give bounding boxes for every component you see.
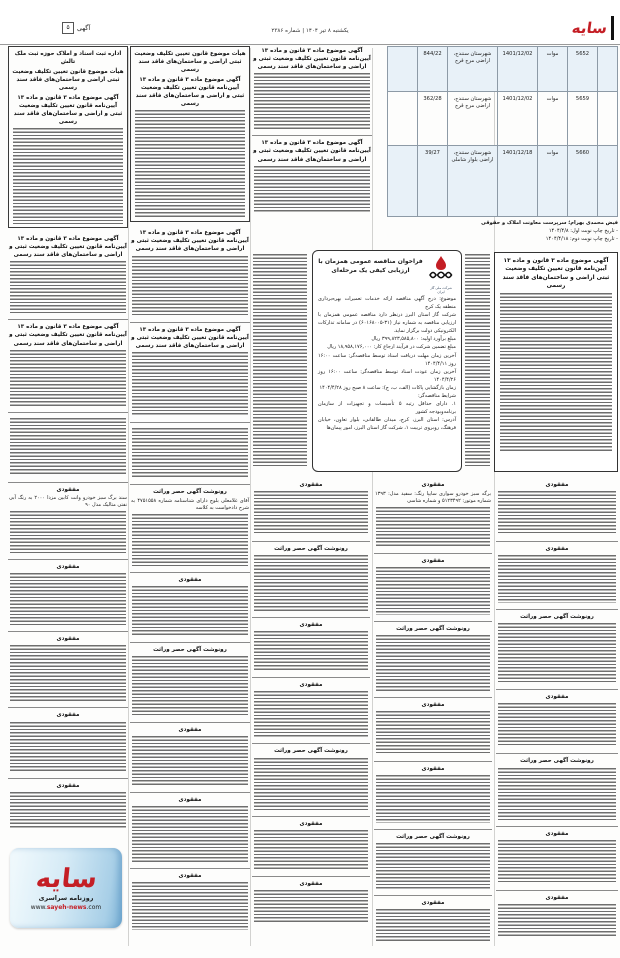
notice-block bbox=[130, 642, 250, 719]
body-text-greeked bbox=[376, 711, 490, 755]
body-text-greeked bbox=[498, 840, 616, 884]
body-text-greeked bbox=[10, 261, 126, 313]
cell-location: شهرستان سنندج، اراضی بلوار شاملی bbox=[448, 146, 498, 217]
notice-block bbox=[496, 890, 618, 941]
body-text-greeked bbox=[254, 890, 368, 924]
body-text-greeked bbox=[253, 254, 307, 468]
body-text-greeked bbox=[10, 511, 126, 553]
notice-heading: مفقودی bbox=[56, 782, 80, 789]
body-text-greeked bbox=[498, 904, 616, 938]
cell-serial: 5659 bbox=[568, 92, 598, 146]
table-signatory: فیض محمدی بهرام؛ سرپرست معاونت املاک و حقوقی bbox=[481, 220, 618, 226]
notice-block bbox=[130, 484, 250, 569]
notice-heading: آگهی موضوع ماده ۳ قانون و ماده ۱۳ آیین‌نامه قانون تعیین تکلیف وضعیت ثبتی و اراضی و ساختمان‌های فاقد سند رسمی bbox=[253, 48, 371, 71]
body-text-greeked bbox=[10, 418, 126, 476]
notice-heading: رونوشت آگهی حصر وراثت bbox=[153, 488, 227, 495]
notice-block bbox=[374, 480, 492, 550]
notice-block bbox=[252, 617, 370, 674]
notice-block bbox=[252, 677, 370, 740]
notice-block bbox=[374, 829, 492, 892]
gas-tender-notice-box bbox=[312, 250, 462, 472]
logo-tagline: روزنامه سراسری bbox=[38, 893, 94, 902]
notice-heading: مفقودی bbox=[545, 694, 569, 701]
notice-heading: مفقودی bbox=[421, 482, 445, 488]
notice-heading: مفقودی bbox=[299, 820, 323, 827]
notice-heading: آگهی موضوع ماده ۳ قانون و ماده ۱۳ آیین‌نامه قانون تعیین تکلیف وضعیت ثبتی و اراضی و ساختمان‌های فاقد سند رسمی bbox=[9, 324, 127, 347]
column-5-lower bbox=[496, 480, 618, 950]
notice-heading: مفقودی bbox=[178, 576, 202, 583]
notice-heading: مفقودی bbox=[299, 682, 323, 689]
notice-block bbox=[8, 319, 128, 408]
notice-block bbox=[374, 621, 492, 694]
notice-heading: آگهی موضوع ماده ۳ قانون و ماده ۱۳ آیین‌نامه قانون تعیین تکلیف وضعیت ثبتی و اراضی و ساختمان‌های فاقد سند رسمی bbox=[135, 76, 245, 108]
cell-date: 1401/12/02 bbox=[498, 47, 538, 92]
body-text-greeked bbox=[254, 555, 368, 611]
body-text-greeked bbox=[10, 792, 126, 828]
sayeh-logo-text: سایه bbox=[33, 863, 99, 894]
notice-heading: رونوشت آگهی حصر وراثت bbox=[520, 758, 594, 765]
notice-block bbox=[374, 553, 492, 618]
column-4-lower bbox=[374, 480, 492, 950]
cell-serial: 5652 bbox=[568, 47, 598, 92]
body-text-greeked bbox=[132, 586, 248, 636]
right-legal-notice-box bbox=[494, 252, 618, 472]
notice-block bbox=[8, 482, 128, 557]
cell-date: 1401/12/02 bbox=[498, 92, 538, 146]
table-caption bbox=[388, 220, 618, 244]
body-text-greeked bbox=[376, 843, 490, 889]
tender-title-line2: ارزیابی کیفی یک مرحله‌ای bbox=[331, 267, 410, 274]
notice-heading: رونوشت آگهی حصر وراثت bbox=[396, 834, 470, 841]
body-text-greeked bbox=[376, 635, 490, 691]
body-text-greeked bbox=[498, 623, 616, 683]
notice-heading: مفقودی bbox=[56, 712, 80, 719]
second-print-date: - تاریخ چاپ نوبت دوم: ۱۴۰۴/۴/۱۸ bbox=[545, 235, 618, 242]
cell-area: 844/22 bbox=[418, 47, 448, 92]
cell-area: 362/28 bbox=[418, 92, 448, 146]
notice-heading: مفقودی bbox=[545, 830, 569, 837]
notice-heading: هیأت موضوع قانون تعیین تکلیف وضعیت ثبتی اراضی و ساختمان‌های فاقد سند رسمی bbox=[12, 68, 124, 91]
notice-heading: مفقودی bbox=[178, 872, 202, 879]
cell-status: موات bbox=[538, 146, 568, 217]
cell-empty bbox=[388, 47, 418, 92]
notice-block bbox=[252, 816, 370, 873]
notice-lead-text: برگه سبز خودرو سواری سایپا رنگ: سفید مدل: ۱۳۹۳ شماره موتور: ۵۱۲۳۴۹۲ و شماره شاسی bbox=[375, 490, 491, 504]
masthead-logo-text: سایه bbox=[571, 19, 609, 37]
newspaper-website: www.sayeh-news.com bbox=[30, 903, 102, 911]
notice-heading: مفقودی bbox=[545, 546, 569, 553]
notice-heading: مفقودی bbox=[56, 564, 80, 571]
table-row bbox=[388, 146, 618, 217]
notice-heading: آگهی موضوع ماده ۳ قانون و ماده ۱۳ آیین‌نامه قانون تعیین تکلیف وضعیت ثبتی و اراضی و ساختمان‌های فاقد سند رسمی bbox=[131, 230, 249, 253]
tender-line: ۱. دارای حداقل رتبه ۵ تأسیسات و تجهیزات از سازمان برنامه‌وبودجه کشور bbox=[318, 401, 456, 416]
tender-line: مبلغ تضمین شرکت در فرآیند ارجاع کار: ۱۸,۹۵۸,۱۷۶,۰۰۰ ریال bbox=[327, 344, 456, 351]
notice-block bbox=[374, 761, 492, 826]
notice-block bbox=[252, 541, 370, 614]
body-text-greeked bbox=[254, 830, 368, 870]
tender-line: موضوع: درج آگهی مناقصه ارائه خدمات تعمیرات بهره‌برداری منطقه یک کرج bbox=[318, 295, 456, 310]
body-text-greeked bbox=[13, 128, 123, 224]
tender-line: آخرین زمان مهلت دریافت اسناد توسط مناقصه‌گر: ساعت ۱۶:۰۰ روز ۱۴۰۴/۴/۱۱ bbox=[318, 352, 456, 367]
page-header bbox=[0, 0, 620, 45]
notice-block bbox=[496, 480, 618, 538]
notice-heading: آگهی موضوع ماده ۳ قانون و ماده ۱۳ آیین‌نامه قانون تعیین تکلیف وضعیت ثبتی و اراضی و ساختمان‌های فاقد سند رسمی bbox=[9, 235, 127, 259]
column-3-continuation-text bbox=[252, 252, 308, 472]
nigc-logo-wrap bbox=[426, 255, 456, 295]
notice-heading: هیأت موضوع قانون تعیین تکلیف وضعیت ثبتی اراضی و ساختمان‌های فاقد سند رسمی bbox=[134, 51, 246, 74]
notice-block bbox=[496, 541, 618, 606]
mid-continuation-text bbox=[464, 252, 491, 472]
column-1 bbox=[8, 46, 128, 846]
notice-block bbox=[130, 422, 250, 481]
body-text-greeked bbox=[254, 166, 370, 212]
notice-block bbox=[252, 743, 370, 812]
cell-area: 39/27 bbox=[418, 146, 448, 217]
notice-heading: مفقودی bbox=[178, 726, 202, 733]
body-text-greeked bbox=[132, 736, 248, 786]
notice-block bbox=[496, 826, 618, 887]
column-2 bbox=[130, 46, 250, 950]
notice-lead-text: سند برگ سبز خودرو وانت کابین مزدا ۲۰۰۰ به رنگ آبی نفتی متالیک مدل ۹۰ bbox=[9, 495, 127, 509]
notice-block bbox=[496, 753, 618, 822]
first-print-date: - تاریخ چاپ نوبت اول: ۱۴۰۴/۴/۸ bbox=[548, 227, 618, 234]
moat-land-table bbox=[387, 46, 618, 217]
notice-heading: مفقودی bbox=[421, 557, 445, 564]
body-text-greeked bbox=[498, 703, 616, 747]
body-text-greeked bbox=[10, 350, 126, 406]
tender-line: آخرین زمان عودت اسناد توسط مناقصه‌گر: ساعت ۱۶:۰۰ روز ۱۴۰۴/۴/۲۶ bbox=[318, 368, 456, 383]
notice-block bbox=[130, 322, 250, 419]
notice-heading: آگهی موضوع ماده ۳ قانون و ماده ۱۳ آیین‌نامه قانون تعیین تکلیف وضعیت ثبتی و اراضی و ساختمان‌های فاقد سند رسمی bbox=[253, 140, 371, 163]
notice-heading: آگهی موضوع ماده ۳ قانون و ماده ۱۳ آیین‌نامه قانون تعیین تکلیف وضعیت ثبتی و اراضی و ساختمان‌های فاقد سند رسمی bbox=[13, 94, 123, 125]
table-row bbox=[388, 92, 618, 146]
notice-block bbox=[8, 412, 128, 479]
body-text-greeked bbox=[498, 768, 616, 820]
body-text-greeked bbox=[500, 293, 612, 451]
notice-block bbox=[8, 232, 128, 316]
notice-heading: رونوشت آگهی حصر وراثت bbox=[274, 748, 348, 755]
cell-date: 1401/12/18 bbox=[498, 146, 538, 217]
body-text-greeked bbox=[254, 631, 368, 671]
body-text-greeked bbox=[10, 645, 126, 701]
tender-line: شرکت گاز استان البرز درنظر دارد مناقصه عمومی همزمان با ارزیابی مناقصه به شماره نیاز (۳۱-۶۰۱۶۸۰۰۵) در سامانه تدارکات الکترونیکی دولت برگزار نماید. bbox=[318, 312, 456, 335]
notice-heading: مفقودی bbox=[421, 765, 445, 772]
tender-line: آدرس: استان البرز، کرج، میدان طالقانی، بلوار تعاون، خیابان فرهنگ، روبروی تربیت ۱، شرکت گاز استان البرز، امور پیمان‌ها bbox=[318, 417, 456, 432]
tender-line: مبلغ برآورد اولیه: ۳۹۹,۸۲۳,۵۸۵,۸۰۰ ریال bbox=[371, 336, 456, 343]
tender-title-line1: فراخوان مناقصه عمومی همزمان با bbox=[318, 258, 423, 265]
notice-heading: رونوشت آگهی حصر وراثت bbox=[396, 625, 470, 632]
notice-block bbox=[130, 722, 250, 789]
body-text-greeked bbox=[498, 555, 616, 603]
notice-heading: رونوشت آگهی حصر وراثت bbox=[274, 546, 348, 553]
notice-block bbox=[130, 868, 250, 933]
column-rule bbox=[372, 48, 373, 946]
notice-heading: مفقودی bbox=[545, 894, 569, 901]
cell-empty bbox=[598, 47, 618, 92]
notice-heading: مفقودی bbox=[299, 622, 323, 629]
tender-line: شرایط مناقصه‌گر: bbox=[417, 392, 456, 399]
notice-block bbox=[8, 707, 128, 774]
body-text-greeked bbox=[498, 491, 616, 535]
column-3-top bbox=[252, 46, 372, 248]
body-text-greeked bbox=[376, 567, 490, 615]
body-text-greeked bbox=[10, 722, 126, 772]
notice-block bbox=[8, 631, 128, 704]
notice-block bbox=[130, 792, 250, 865]
notice-heading: مفقودی bbox=[421, 701, 445, 708]
notice-block bbox=[8, 46, 128, 228]
cell-empty bbox=[388, 146, 418, 217]
body-text-greeked bbox=[465, 254, 490, 468]
notice-block bbox=[130, 46, 250, 222]
cell-status: موات bbox=[538, 92, 568, 146]
notice-heading: اداره ثبت اسناد و املاک حوزه ثبت ملک تالش bbox=[14, 51, 122, 66]
moat-land-table-region bbox=[388, 46, 618, 244]
body-text-greeked bbox=[132, 514, 248, 566]
notice-lead-text: آقای غلامعلی بلوچ دارای شناسنامه شماره ۴۷۵۱۵۵۸ به شرح دادخواست به کلاسه bbox=[131, 497, 249, 511]
body-text-greeked bbox=[254, 73, 370, 129]
notice-block bbox=[130, 572, 250, 639]
body-text-greeked bbox=[376, 909, 490, 941]
notice-heading: مفقودی bbox=[56, 636, 80, 643]
notice-heading: مفقودی bbox=[56, 486, 80, 493]
body-text-greeked bbox=[135, 110, 245, 218]
notice-heading: مفقودی bbox=[299, 880, 323, 887]
column-rule bbox=[128, 48, 129, 946]
notice-heading: مفقودی bbox=[421, 900, 445, 907]
notice-block bbox=[374, 895, 492, 944]
notice-block bbox=[252, 876, 370, 927]
gas-company-flame-icon bbox=[428, 255, 454, 281]
notice-block bbox=[252, 135, 372, 214]
notice-heading: آگهی موضوع ماده ۳ قانون و ماده ۱۳ آیین‌نامه قانون تعیین تکلیف وضعیت ثبتی و اراضی و ساختمان‌های فاقد سند رسمی bbox=[131, 326, 249, 349]
cell-location: شهرستان سنندج، اراضی مرج قرج bbox=[448, 47, 498, 92]
column-3-lower bbox=[252, 480, 370, 950]
date-issue-line: یکشنبه ۸ تیر ۱۴۰۴ | شماره ۲۳۸۶ bbox=[271, 28, 349, 34]
body-text-greeked bbox=[132, 806, 248, 862]
cell-empty bbox=[388, 92, 418, 146]
notice-heading: آگهی موضوع ماده ۳ قانون و ماده ۱۳ آیین‌نامه قانون تعیین تکلیف وضعیت ثبتی اراضی و ساختمان‌های فاقد سند رسمی bbox=[502, 258, 610, 290]
notice-block bbox=[496, 609, 618, 686]
notice-heading: مفقودی bbox=[545, 482, 569, 488]
body-text-greeked bbox=[132, 882, 248, 930]
cell-empty bbox=[598, 92, 618, 146]
notice-heading: مفقودی bbox=[178, 796, 202, 803]
body-text-greeked bbox=[132, 256, 248, 316]
body-text-greeked bbox=[254, 491, 368, 535]
body-text-greeked bbox=[132, 656, 248, 716]
notice-block bbox=[8, 559, 128, 628]
body-text-greeked bbox=[132, 352, 248, 416]
notice-block bbox=[496, 689, 618, 750]
cell-empty bbox=[598, 146, 618, 217]
table-row bbox=[388, 47, 618, 92]
page-number: ۵ bbox=[62, 22, 74, 34]
notice-heading: رونوشت آگهی حصر وراثت bbox=[153, 646, 227, 653]
body-text-greeked bbox=[254, 691, 368, 737]
notice-block bbox=[374, 697, 492, 758]
notice-block bbox=[252, 480, 370, 538]
body-text-greeked bbox=[376, 507, 490, 547]
gas-company-caption: شرکت ملی گاز ایران bbox=[430, 286, 452, 295]
newspaper-logo-card bbox=[10, 848, 122, 928]
cell-serial: 5660 bbox=[568, 146, 598, 217]
section-page-label bbox=[62, 22, 90, 34]
column-rule bbox=[250, 48, 251, 946]
notice-block bbox=[252, 46, 372, 132]
body-text-greeked bbox=[132, 428, 248, 478]
body-text-greeked bbox=[10, 573, 126, 625]
section-label: آگهی bbox=[77, 24, 91, 32]
notice-block bbox=[8, 778, 128, 831]
notice-heading: مفقودی bbox=[299, 482, 323, 488]
tender-line: زمان بازگشایی پاکات (الف، ب، ج): ساعت ۸ صبح روز ۱۴۰۴/۴/۲۸ bbox=[319, 384, 456, 391]
cell-status: موات bbox=[538, 47, 568, 92]
notice-heading: رونوشت آگهی حصر وراثت bbox=[520, 614, 594, 621]
body-text-greeked bbox=[376, 775, 490, 823]
body-text-greeked bbox=[254, 758, 368, 810]
notice-block bbox=[130, 226, 250, 318]
cell-location: شهرستان سنندج، اراضی مرج قرج bbox=[448, 92, 498, 146]
